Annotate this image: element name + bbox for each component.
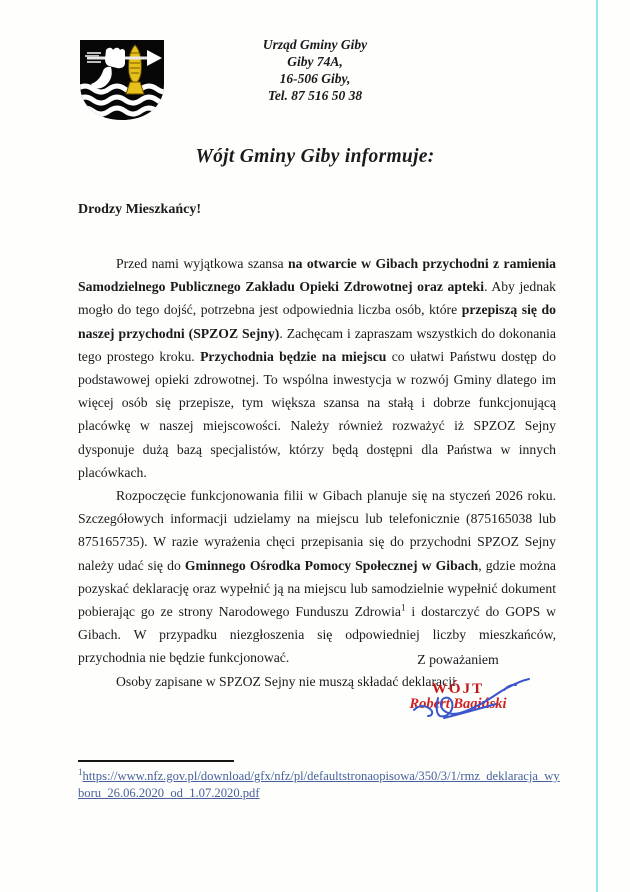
body-paragraphs — [78, 252, 556, 693]
org-name: Urząd Gminy Giby — [262, 37, 368, 52]
salutation: Drodzy Mieszkańcy! — [78, 202, 201, 217]
footnote-block — [78, 760, 560, 802]
org-address-line2: 16-506 Giby, — [279, 71, 351, 86]
closing-block — [380, 652, 536, 713]
org-phone: Tel. 87 516 50 38 — [267, 88, 363, 103]
footnote-separator — [78, 760, 234, 762]
signer-name: Robert Bagiński — [409, 696, 507, 712]
signer-title: WÓJT — [431, 681, 485, 697]
org-address-line1: Giby 74A, — [287, 54, 343, 69]
letterhead — [0, 36, 630, 104]
valediction: Z poważaniem — [417, 652, 499, 667]
document-title: Wójt Gminy Giby informuje: — [195, 146, 435, 167]
scan-artifact-line — [596, 0, 598, 892]
footnote-link[interactable]: https://www.nfz.gov.pl/download/gfx/nfz/pl/defaultstronaopisowa/350/3/1/rmz_deklaracja_wyboru_26.06.2020_od_1.07.2020.pdf — [78, 769, 560, 800]
paragraph: Osoby zapisane w SPZOZ Sejny nie muszą składać deklaracji. — [116, 673, 460, 689]
footnote-text — [78, 768, 560, 802]
paragraph: Rozpoczęcie funkcjonowania filii w Gibach planuje się na styczeń 2026 roku. Szczegółowych informacji udzielamy na miejscu lub telefonicznie (875165038 lub 875165735). W razie wyrażenia chęci przepisania się do przychodni SPZOZ Sejny należy udać się do Gminnego Ośrodka Pomocy Społecznej w Gibach, gdzie można pozyskać deklarację oraz wypełnić ją na miejscu lub samodzielnie wypełnić dokument pobierając go ze strony Narodowego Funduszu Zdrowia$^1$ i dostarczyć do GOPS w Gibach. W przypadku niezgłoszenia się odpowiedniej liczby mieszkańców, przychodnia nie będzie funkcjonować. — [78, 488, 557, 666]
paragraph: Przed nami wyjątkowa szansa na otwarcie w Gibach przychodni z ramienia Samodzielnego Publicznego Zakładu Opieki Zdrowotnej oraz apteki. Aby jednak mogło do tego dojść, potrzebna jest odpowiednia liczba osób, które przepiszą się do naszej przychodni (SPZOZ Sejny). Zachęcam i zapraszam wszystkich do dokonania tego prostego kroku. Przychodnia będzie na miejscu co ułatwi Państwu dostęp do podstawowej opieki zdrowotnej. To wspólna inwestycja w rozwój Gminy dlatego im więcej osób się przepisze, tym większa szansa na stałą i dobrze funkcjonującą placówkę w naszej miejscowości. Należy również rozważyć iż SPZOZ Sejny dysponuje dużą bazą specjalistów, którzy będą dostępni dla Państwa w innych placówkach. — [78, 256, 556, 480]
footnote-marker: 1 — [78, 766, 83, 777]
